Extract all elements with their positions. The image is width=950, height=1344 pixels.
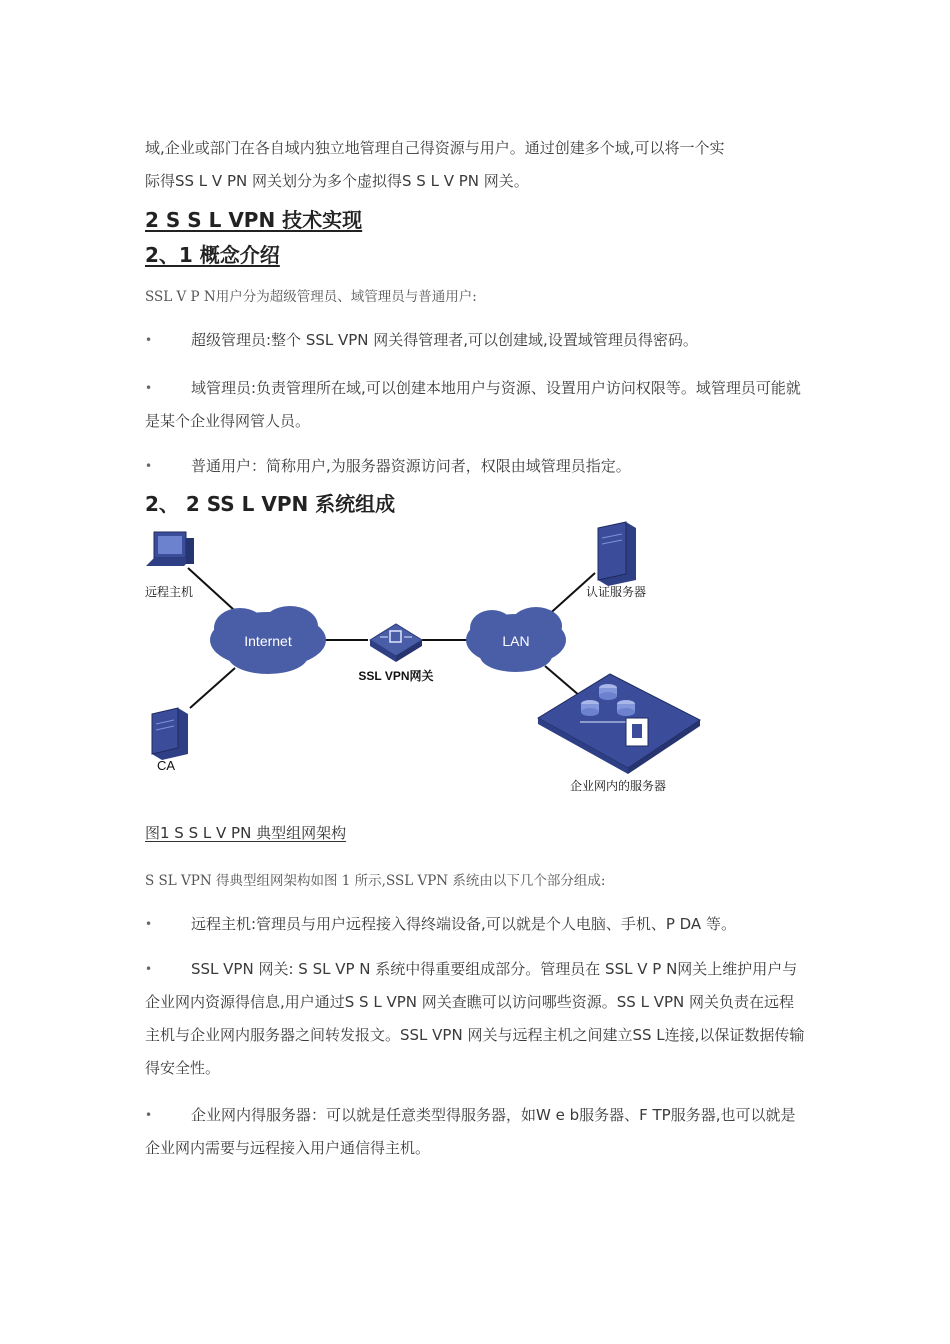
gateway-label: SSL VPN网关: [358, 669, 434, 683]
bullet-icon: •: [145, 333, 153, 347]
computer-icon: [146, 532, 194, 566]
list-item: [145, 450, 805, 483]
auth-server-label: 认证服务器: [586, 585, 647, 599]
bullet-icon: •: [145, 917, 153, 931]
network-diagram: [140, 518, 720, 808]
list-item: [145, 372, 805, 438]
list-item-text: 普通用户：简称用户,为服务器资源访问者，权限由域管理员指定。: [191, 457, 631, 475]
heading-2-2: 2、 2 SS L VPN 系统组成: [145, 492, 396, 516]
list-item-text: 域管理员:负责管理所在域,可以创建本地用户与资源、设置用户访问权限等。域管理员可能就是某个企业得网管人员。: [145, 379, 801, 430]
figure-caption: 图1 S S L V PN 典型组网架构: [145, 824, 347, 842]
bullet-icon: •: [145, 962, 153, 976]
list-item: [145, 908, 805, 941]
list-item: [145, 953, 805, 1085]
list-item: [145, 1099, 805, 1165]
intro-line-2: 际得SS L V PN 网关划分为多个虚拟得S S L V PN 网关。: [145, 172, 529, 190]
list-item-text: SSL VPN 网关: S SL VP N 系统中得重要组成部分。管理员在 SSL V P N网关上维护用户与企业网内资源得信息,用户通过S S L VPN 网关查瞧可以访问哪些资源。SS L VPN 网关负责在远程主机与企业网内服务器之间转发报文。SSL VPN 网关与远程主机之间建立SS L连接,以保证数据传输得安全性。: [145, 960, 805, 1077]
server-icon: [152, 708, 188, 760]
bullet-icon: •: [145, 381, 153, 395]
remote-host-label: 远程主机: [145, 585, 194, 599]
heading-2-1: 2、1 概念介绍: [145, 243, 280, 267]
server-cluster-icon: [538, 674, 700, 774]
bullet-icon: •: [145, 459, 153, 473]
bullet-icon: •: [145, 1108, 153, 1122]
concept-intro: SSL V P N用户分为超级管理员、域管理员与普通用户:: [145, 289, 477, 305]
server-icon: [598, 522, 636, 586]
gateway-device-icon: [370, 624, 422, 662]
list-item-text: 超级管理员:整个 SSL VPN 网关得管理者,可以创建域,设置域管理员得密码。: [191, 331, 698, 349]
list-item-text: 远程主机:管理员与用户远程接入得终端设备,可以就是个人电脑、手机、P DA 等。: [191, 915, 736, 933]
system-intro: S SL VPN 得典型组网架构如图 1 所示,SSL VPN 系统由以下几个部分组成:: [145, 873, 606, 889]
heading-2: 2 S S L VPN 技术实现: [145, 208, 363, 232]
lan-label: LAN: [502, 633, 530, 649]
ca-label: CA: [156, 758, 176, 773]
internet-label: Internet: [244, 633, 292, 649]
list-item: [145, 324, 805, 357]
internal-servers-label: 企业网内的服务器: [569, 779, 667, 793]
list-item-text: 企业网内得服务器：可以就是任意类型得服务器，如W e b服务器、F TP服务器,也可以就是企业网内需要与远程接入用户通信得主机。: [145, 1106, 796, 1157]
intro-line-1: 域,企业或部门在各自域内独立地管理自己得资源与用户。通过创建多个域,可以将一个实: [145, 139, 725, 157]
